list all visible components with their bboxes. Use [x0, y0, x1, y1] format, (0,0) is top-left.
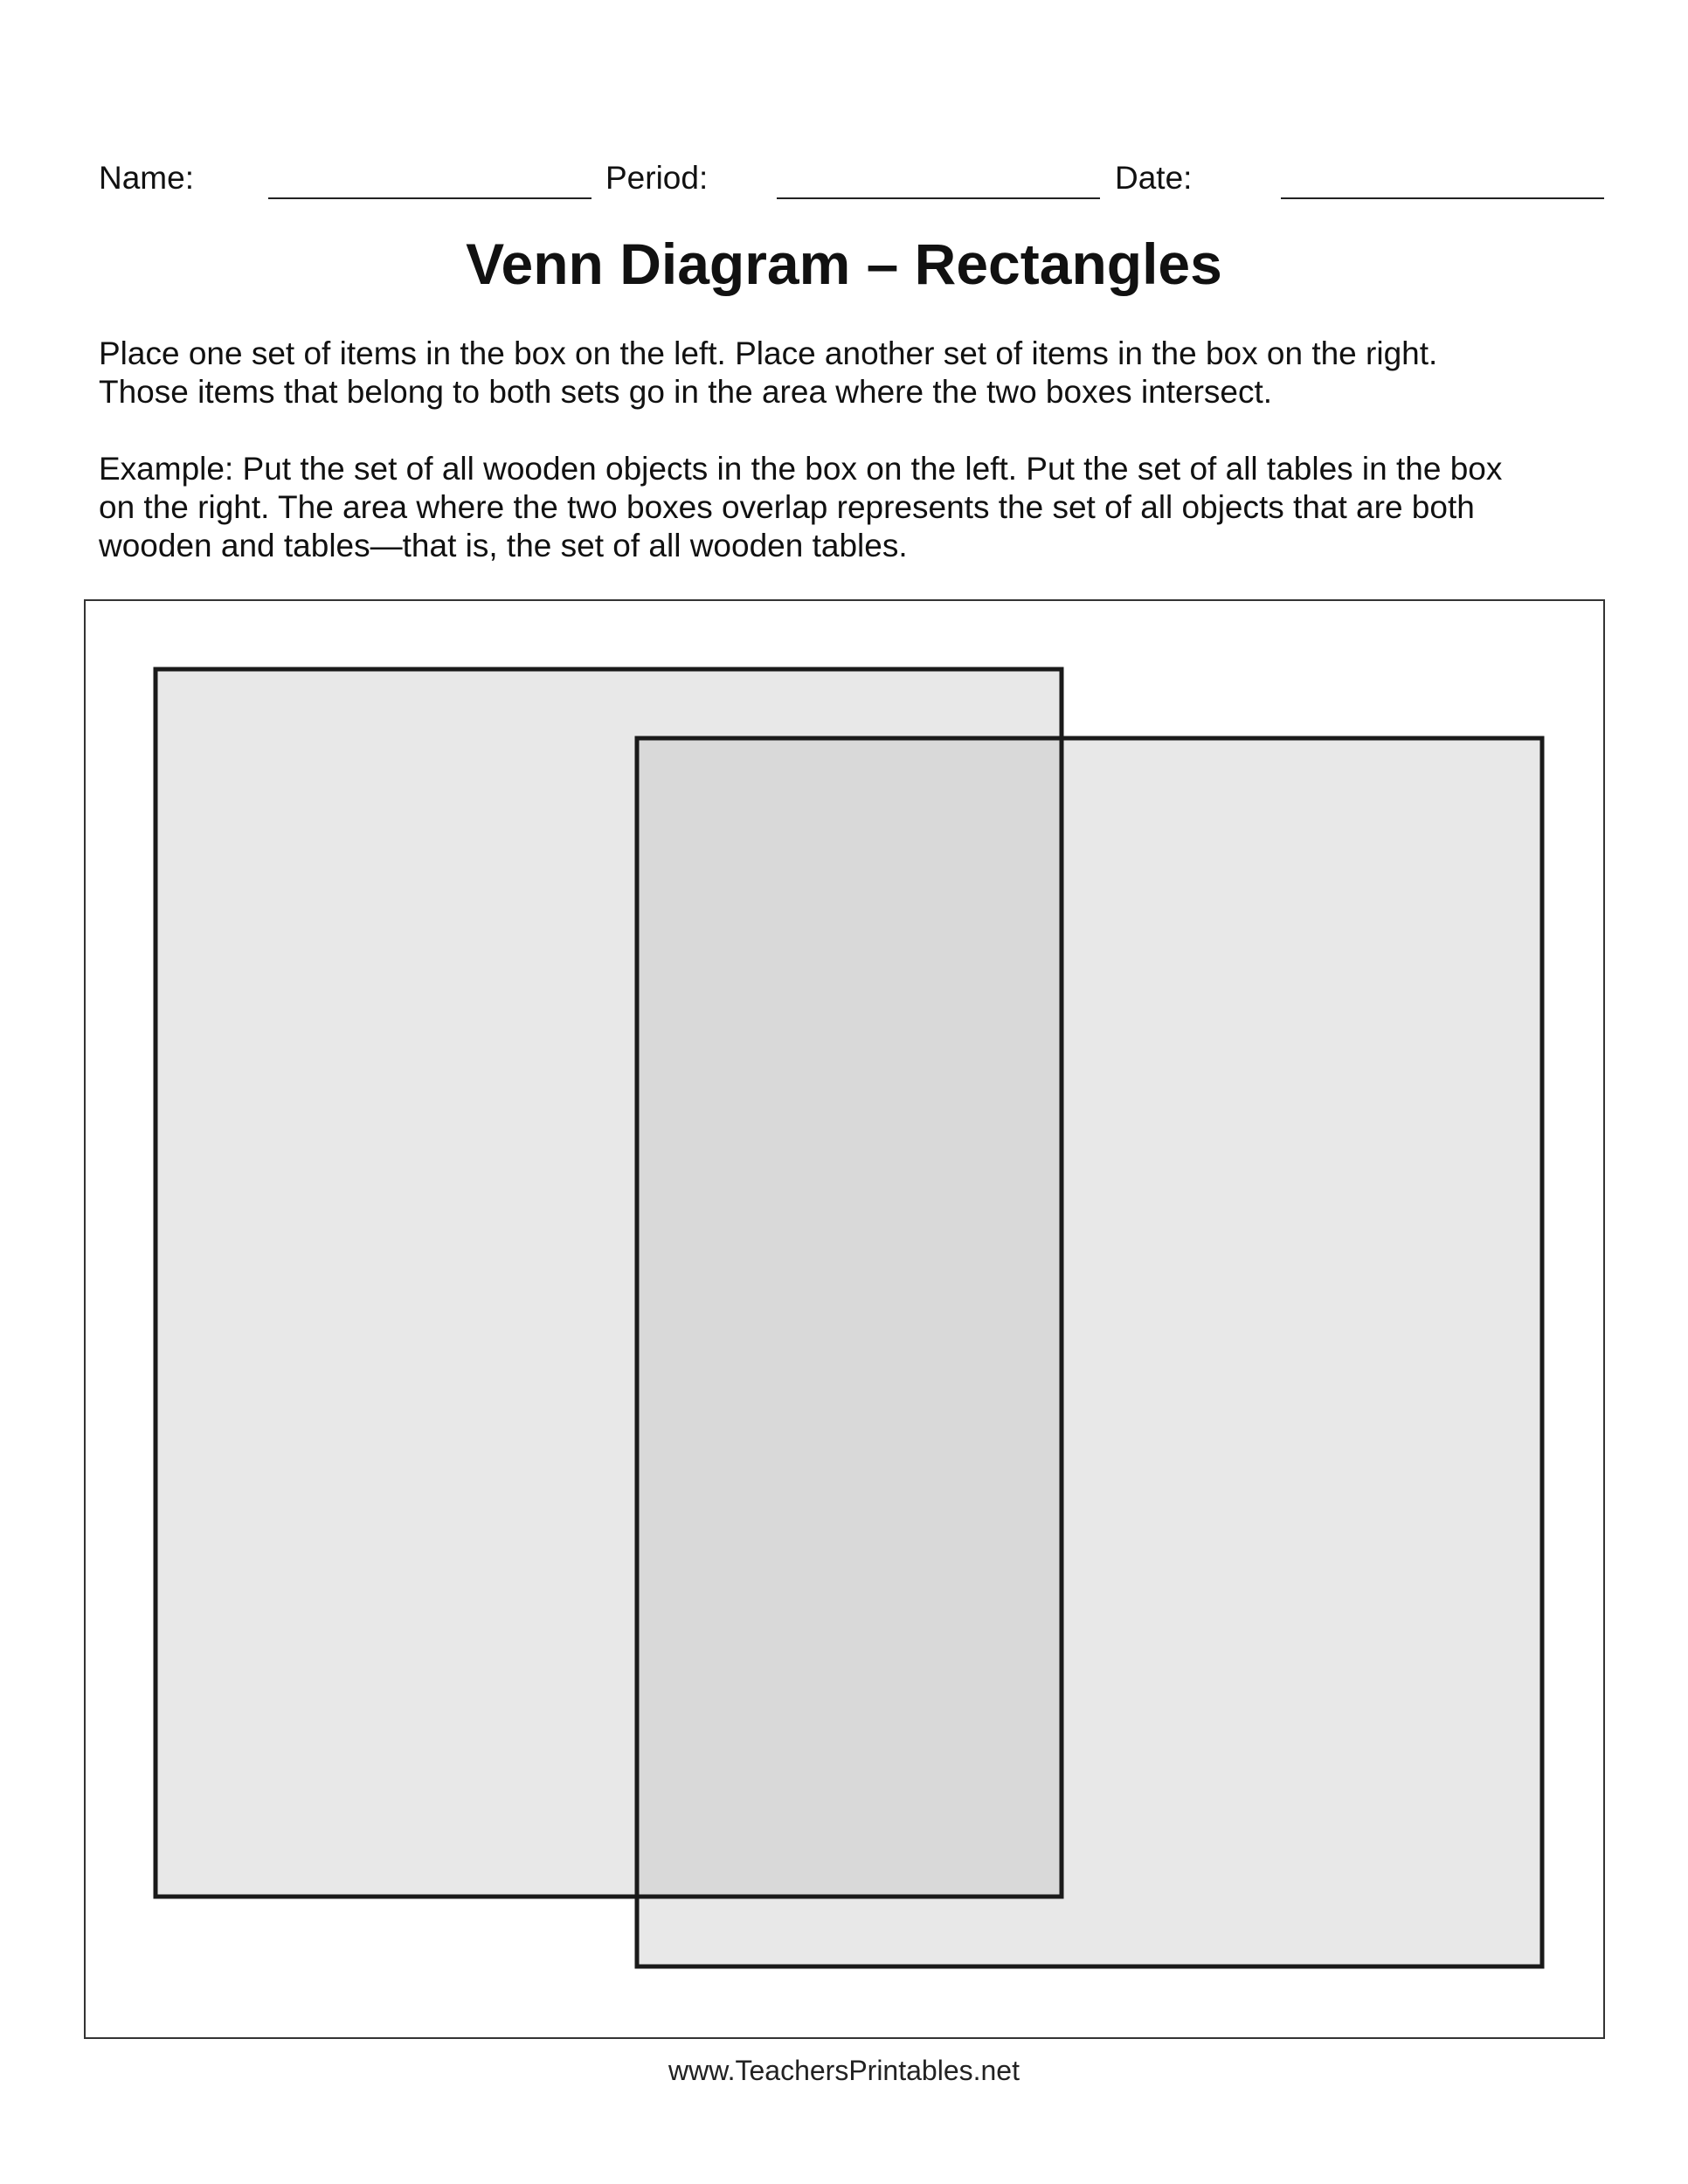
- instructions-paragraph: Place one set of items in the box on the left. Place another set of items in the box on the right. Those items that belong to both sets go in the area where the two boxes intersect.: [99, 335, 1438, 410]
- period-blank-line[interactable]: [777, 197, 1100, 199]
- example-paragraph: Example: Put the set of all wooden objects in the box on the left. Put the set of all tables in the box on the right. The area where the two boxes overlap represents the set of all objects that are both wooden and tables—that is, the set of all wooden tables.: [99, 451, 1503, 563]
- footer-website: www.TeachersPrintables.net: [668, 2055, 1020, 2086]
- overlap-region[interactable]: [637, 738, 1062, 1897]
- worksheet-header: [99, 159, 1604, 203]
- name-blank-line[interactable]: [268, 197, 591, 199]
- period-label: Period:: [605, 160, 709, 196]
- page-title: Venn Diagram – Rectangles: [466, 232, 1222, 296]
- venn-diagram: [84, 599, 1605, 2039]
- date-label: Date:: [1115, 160, 1193, 196]
- date-blank-line[interactable]: [1281, 197, 1604, 199]
- name-label: Name:: [99, 160, 194, 196]
